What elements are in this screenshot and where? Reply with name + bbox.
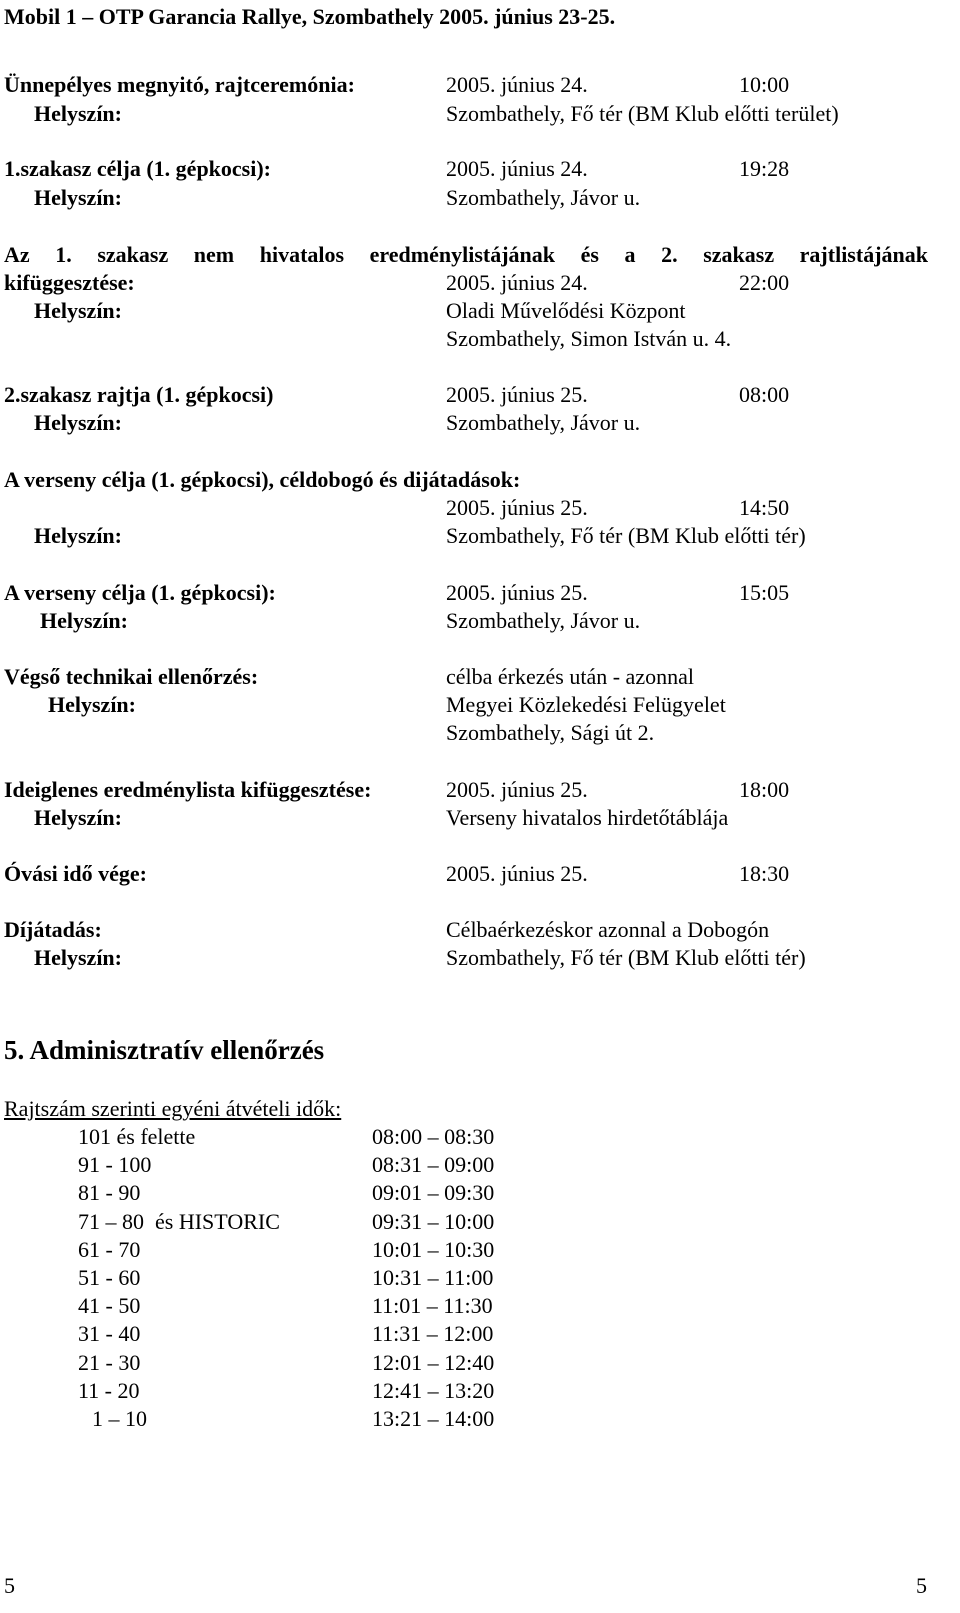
table-row-time: 08:00 – 08:30 [372,1124,495,1149]
opening-date: 2005. június 24. [446,72,588,97]
final-check-location-1: Megyei Közlekedési Felügyelet [446,692,726,717]
page-number-right: 5 [916,1573,927,1598]
table-row-range: 51 - 60 [78,1265,141,1290]
table-row-time: 10:31 – 11:00 [372,1265,494,1290]
section-heading: 5. Adminisztratív ellenőrzés [4,1035,325,1065]
table-row-range: 71 – 80 és HISTORIC [78,1209,280,1234]
results-posting-location-2: Szombathely, Simon István u. 4. [446,326,732,351]
stage1-finish-time: 19:28 [739,156,790,181]
prize-giving-location: Szombathely, Fő tér (BM Klub előtti tér) [446,945,806,970]
table-row-range: 101 és felette [78,1124,196,1149]
results-posting-label-cont: kifüggesztése: [4,270,135,295]
table-row-time: 08:31 – 09:00 [372,1152,495,1177]
results-posting-date: 2005. június 24. [446,270,588,295]
final-check-label: Végső technikai ellenőrzés: [4,664,259,689]
table-row-range: 61 - 70 [78,1237,141,1262]
prize-giving-label: Díjátadás: [4,917,102,942]
opening-time: 10:00 [739,72,790,97]
page-number-left: 5 [4,1573,15,1598]
stage1-finish-date: 2005. június 24. [446,156,588,181]
table-row-range: 91 - 100 [78,1152,152,1177]
location-label: Helyszín: [34,185,122,210]
table-row-time: 12:41 – 13:20 [372,1378,495,1403]
location-label: Helyszín: [34,410,122,435]
provisional-results-time: 18:00 [739,777,790,802]
stage2-start-time: 08:00 [739,382,790,407]
provisional-results-date: 2005. június 25. [446,777,588,802]
section-subheading: Rajtszám szerinti egyéni átvételi idők: [4,1096,342,1121]
location-label: Helyszín: [34,298,122,323]
final-check-value: célba érkezés után - azonnal [446,664,694,689]
stage2-start-label: 2.szakasz rajtja (1. gépkocsi) [4,382,274,407]
race-finish-location: Szombathely, Jávor u. [446,608,641,633]
stage1-finish-location: Szombathely, Jávor u. [446,185,641,210]
provisional-results-label: Ideiglenes eredménylista kifüggesztése: [4,777,372,802]
final-check-location-2: Szombathely, Sági út 2. [446,720,655,745]
table-row-time: 12:01 – 12:40 [372,1350,495,1375]
opening-label: Ünnepélyes megnyitó, rajtceremónia: [4,72,355,97]
prize-giving-value: Célbaérkezéskor azonnal a Dobogón [446,917,770,942]
table-row-time: 11:01 – 11:30 [372,1293,493,1318]
table-row-range: 41 - 50 [78,1293,141,1318]
results-posting-location-1: Oladi Művelődési Központ [446,298,686,323]
stage2-start-location: Szombathely, Jávor u. [446,410,641,435]
location-label: Helyszín: [34,805,122,830]
results-posting-label: Az 1. szakasz nem hivatalos eredménylistájának és a 2. szakasz rajtlistájának [4,242,928,267]
finish-ceremony-date: 2005. június 25. [446,495,588,520]
table-row-range: 1 – 10 [92,1406,147,1431]
table-row-range: 21 - 30 [78,1350,141,1375]
location-label: Helyszín: [34,523,122,548]
page-title: Mobil 1 – OTP Garancia Rallye, Szombathely 2005. június 23-25. [4,4,616,29]
protest-end-label: Óvási idő vége: [4,861,147,886]
location-label: Helyszín: [40,608,128,633]
results-posting-time: 22:00 [739,270,790,295]
finish-ceremony-time: 14:50 [739,495,790,520]
table-row-time: 11:31 – 12:00 [372,1321,494,1346]
race-finish-date: 2005. június 25. [446,580,588,605]
location-label: Helyszín: [34,101,122,126]
stage1-finish-label: 1.szakasz célja (1. gépkocsi): [4,156,272,181]
opening-location: Szombathely, Fő tér (BM Klub előtti terület) [446,101,839,126]
stage2-start-date: 2005. június 25. [446,382,588,407]
table-row-range: 31 - 40 [78,1321,141,1346]
table-row-range: 81 - 90 [78,1180,141,1205]
table-row-time: 13:21 – 14:00 [372,1406,495,1431]
location-label: Helyszín: [34,945,122,970]
protest-end-time: 18:30 [739,861,790,886]
table-row-range: 11 - 20 [78,1378,140,1403]
table-row-time: 10:01 – 10:30 [372,1237,495,1262]
table-row-time: 09:31 – 10:00 [372,1209,495,1234]
finish-ceremony-label: A verseny célja (1. gépkocsi), céldobogó és dijátadások: [4,467,521,492]
race-finish-time: 15:05 [739,580,790,605]
provisional-results-location: Verseny hivatalos hirdetőtáblája [446,805,729,830]
race-finish-label: A verseny célja (1. gépkocsi): [4,580,276,605]
protest-end-date: 2005. június 25. [446,861,588,886]
location-label: Helyszín: [48,692,136,717]
table-row-time: 09:01 – 09:30 [372,1180,495,1205]
finish-ceremony-location: Szombathely, Fő tér (BM Klub előtti tér) [446,523,806,548]
